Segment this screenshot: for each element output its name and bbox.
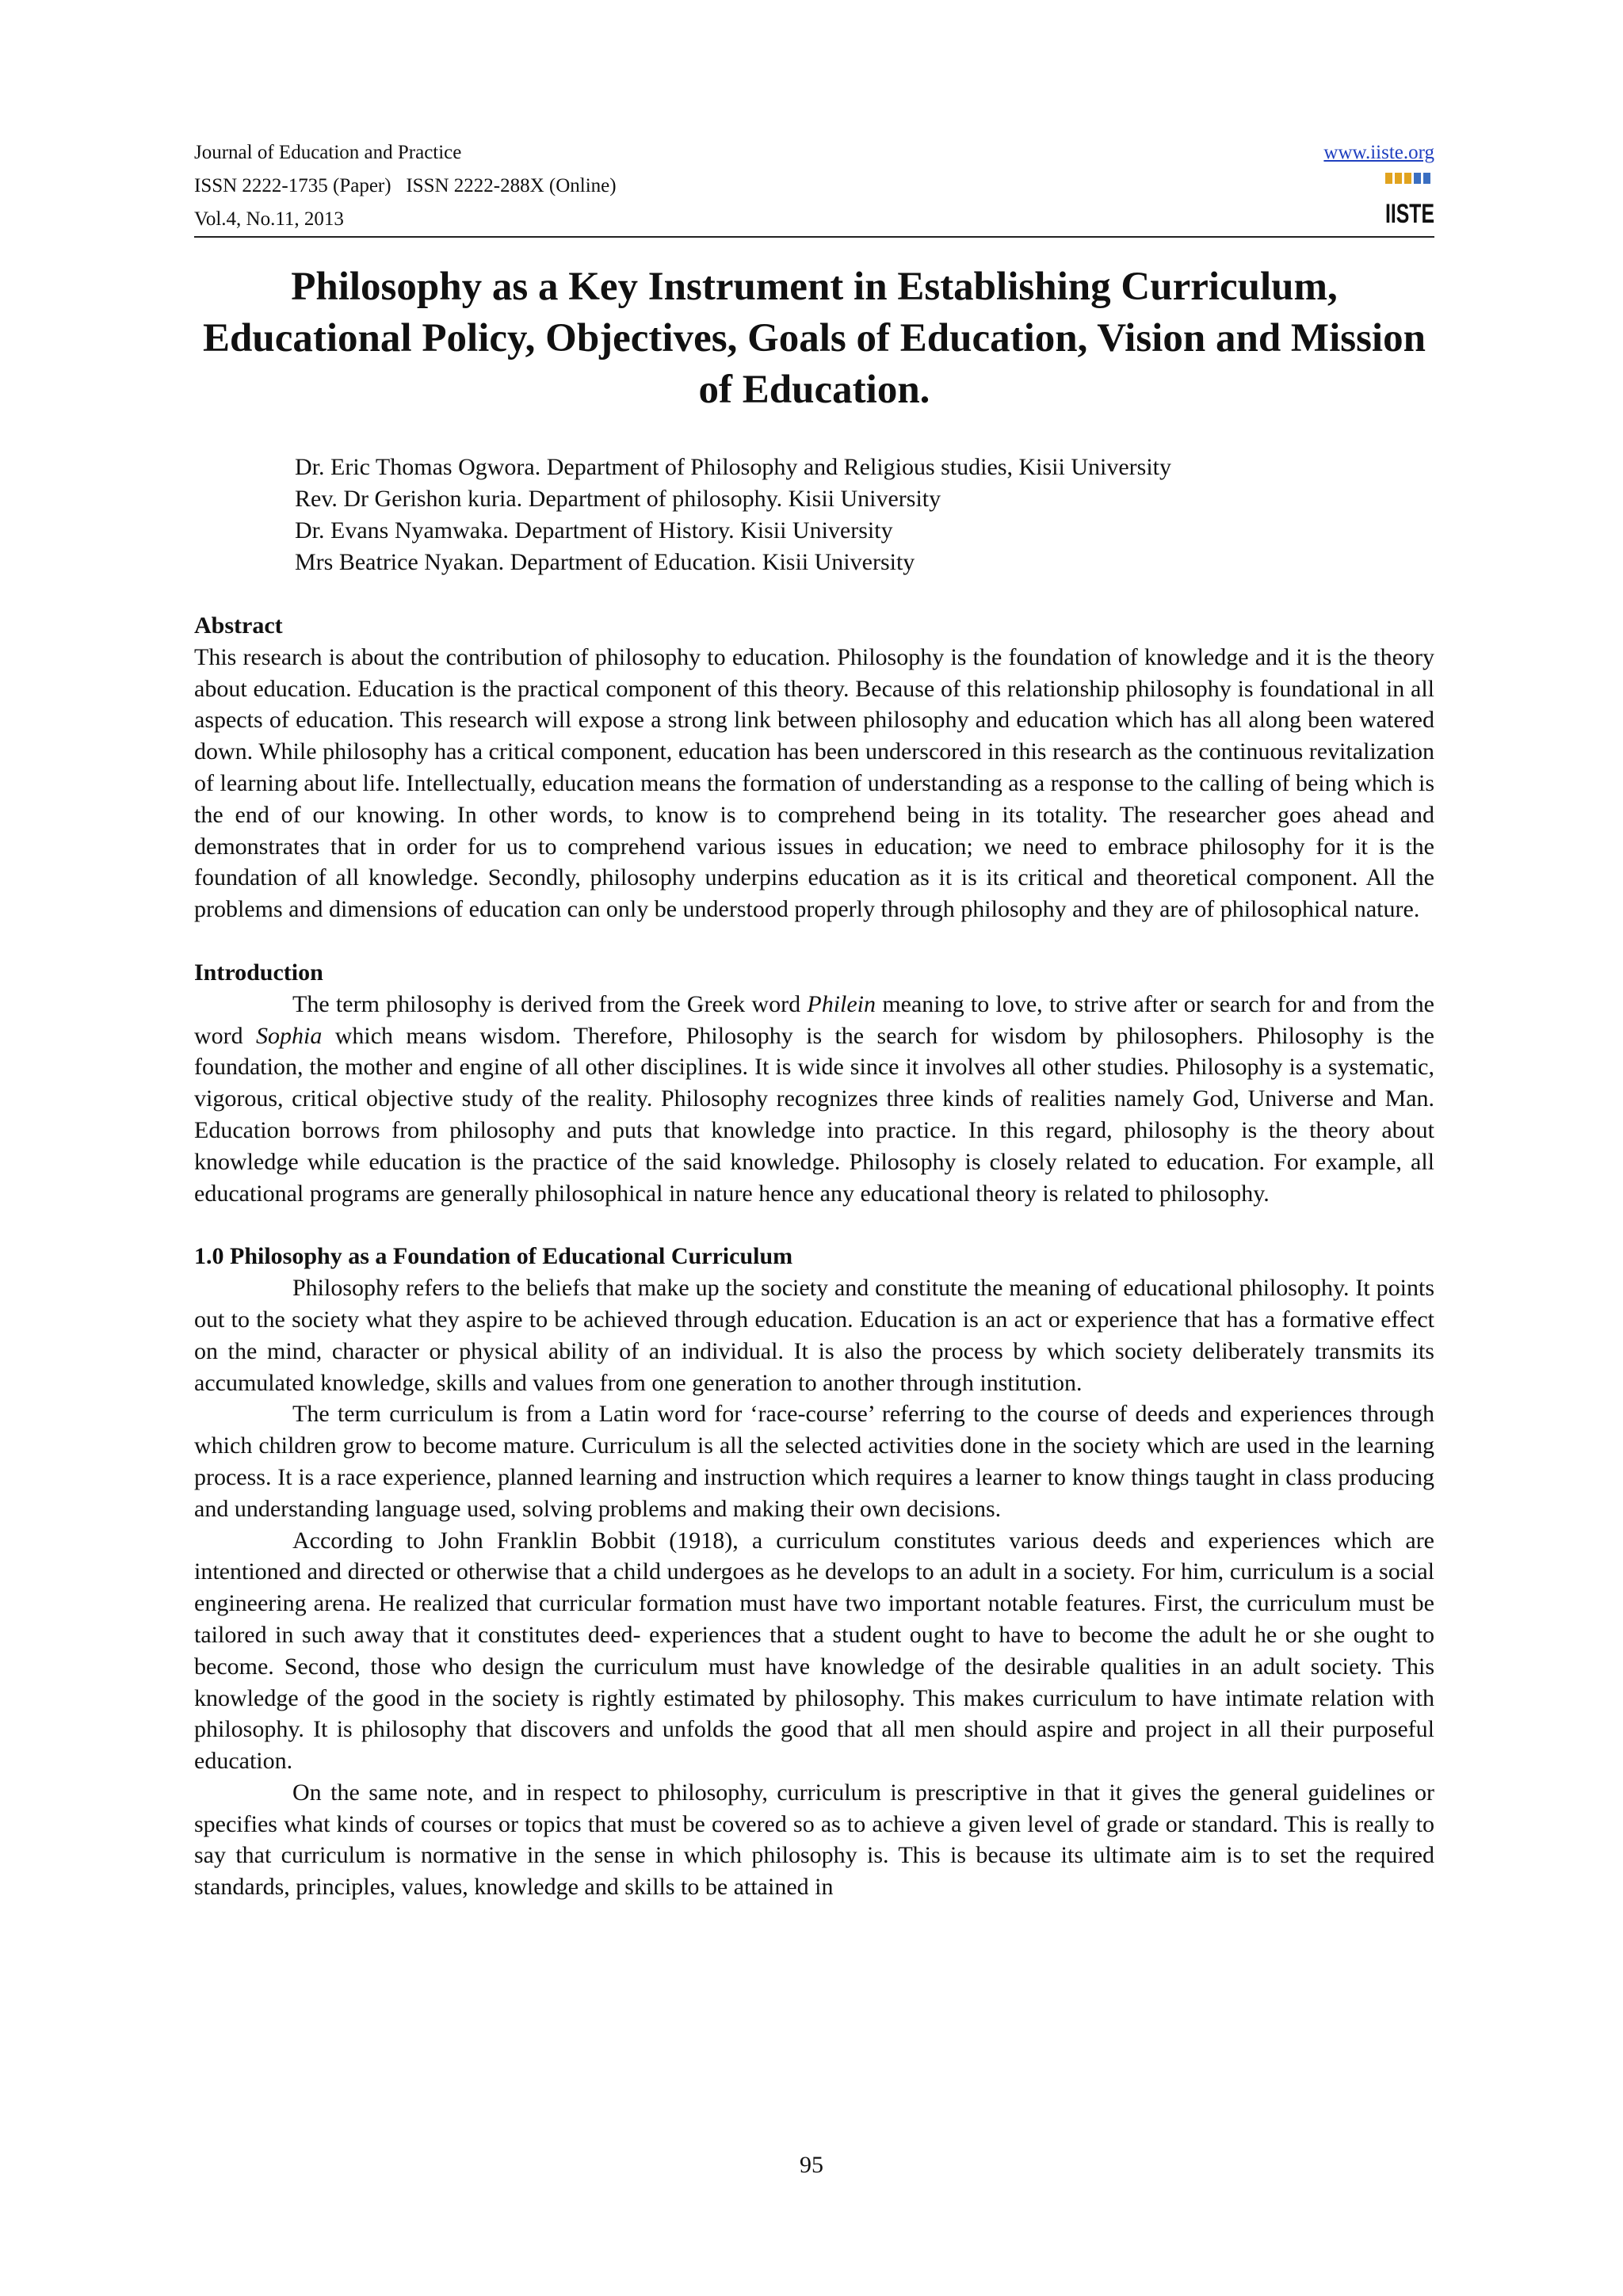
- section-1-paragraph: The term curriculum is from a Latin word for ‘race-course’ referring to the course of deeds and experiences through which children grow to become mature. Curriculum is all the selected activities done in the society which are used in the learning process. It is a race experience, planned learning and instruction which requires a learner to know things taught in class producing and understanding language used, solving problems and making their own decisions.: [194, 1401, 1434, 1522]
- section-1-heading: 1.0 Philosophy as a Foundation of Educational Curriculum: [194, 1243, 793, 1270]
- paper-body: [194, 610, 1434, 1903]
- intro-italic-term: Philein: [807, 990, 876, 1017]
- introduction-heading: Introduction: [194, 959, 323, 986]
- journal-name: Journal of Education and Practice: [194, 142, 462, 163]
- author-line: Rev. Dr Gerishon kuria. Department of philosophy. Kisii University: [295, 486, 941, 512]
- author-line: Dr. Eric Thomas Ogwora. Department of Philosophy and Religious studies, Kisii University: [295, 454, 1171, 480]
- intro-text-segment: which means wisdom. Therefore, Philosophy is the search for wisdom by philosophers. Philosophy is the foundation, the mother and engine of all other disciplines. It is wide since it involves all other studies. Philosophy is a systematic, vigorous, critical objective study of the reality. Philosophy recognizes three kinds of realities namely God, Universe and Man. Education borrows from philosophy and puts that knowledge into practice. In this regard, philosophy is the theory about knowledge while education is the practice of the said knowledge. Philosophy is closely related to education. For example, all educational programs are generally philosophical in nature hence any educational theory is related to philosophy.: [194, 1022, 1434, 1207]
- section-1-paragraph: Philosophy refers to the beliefs that make up the society and constitute the meaning of educational philosophy. It points out to the society what they aspire to be achieved through education. Education is an act or experience that has a formative effect on the mind, character or physical ability of an individual. It is also the process by which society deliberately transmits its accumulated knowledge, skills and values from one generation to another through institution.: [194, 1275, 1434, 1396]
- author-line: Mrs Beatrice Nyakan. Department of Education. Kisii University: [295, 549, 915, 575]
- journal-issn: ISSN 2222-1735 (Paper) ISSN 2222-288X (Online): [194, 175, 617, 196]
- journal-volume: Vol.4, No.11, 2013: [194, 208, 344, 230]
- intro-text-segment: The term philosophy is derived from the Greek word: [292, 990, 808, 1017]
- section-1-paragraph: According to John Franklin Bobbit (1918), a curriculum constitutes various deeds and experiences which are intentioned and directed or otherwise that a child undergoes as he develops to an adult in a society. For him, curriculum is a social engineering arena. He realized that curricular formation must have two important notable features. First, the curriculum must be tailored in such away that it constitutes deed- experiences that a student ought to have to become the adult he or she ought to become. Second, those who design the curriculum must have knowledge of the desirable qualities in an adult society. This knowledge of the good in the society is rightly estimated by philosophy. This makes curriculum to have intimate relation with philosophy. It is philosophy that discovers and unfolds the good that all men should aspire and project in all their purposeful education.: [194, 1527, 1434, 1775]
- logo-wordmark: IISTE: [1385, 199, 1434, 229]
- paper-title: Philosophy as a Key Instrument in Establishing Curriculum, Educational Policy, Objectives, Goals of Education, Vision and Mission of Education.: [203, 265, 1426, 412]
- abstract-text: This research is about the contribution of philosophy to education. Philosophy is the foundation of knowledge and it is the theory about education. Education is the practical component of this theory. Because of this relationship philosophy is foundational in all aspects of education. This research will expose a strong link between philosophy and education which has all along been watered down. While philosophy has a critical component, education has been underscored in this research as the continuous revitalization of learning about life. Intellectually, education means the formation of understanding as a response to the calling of being which is the end of our knowing. In other words, to know is to comprehend being in its totality. The researcher goes ahead and demonstrates that in order for us to comprehend various issues in education; we need to embrace philosophy for it is the foundation of all knowledge. Secondly, philosophy underpins education as it is its critical and theoretical component. All the problems and dimensions of education can only be understood properly through philosophy and they are of philosophical nature.: [194, 643, 1434, 923]
- section-1-paragraph: On the same note, and in respect to philosophy, curriculum is prescriptive in that it gives the general guidelines or specifies what kinds of courses or topics that must be covered so as to achieve a given level of grade or standard. This is really to say that curriculum is normative in the sense in which philosophy is. This is because its ultimate aim is to set the required standards, principles, values, knowledge and skills to be attained in: [194, 1779, 1434, 1901]
- header-divider: [194, 236, 1434, 238]
- intro-text-segment: meaning to love, to strive after or search for and from the word: [194, 990, 1434, 1049]
- journal-header: [194, 136, 617, 236]
- author-list: [295, 452, 1171, 578]
- page-number: 95: [800, 2152, 823, 2178]
- author-line: Dr. Evans Nyamwaka. Department of History. Kisii University: [295, 517, 893, 543]
- abstract-heading: Abstract: [194, 612, 283, 639]
- iiste-logo: [1384, 170, 1436, 227]
- intro-italic-term: Sophia: [256, 1022, 323, 1049]
- introduction-paragraph: [194, 989, 1434, 1210]
- journal-website-link[interactable]: www.iiste.org: [1323, 142, 1434, 163]
